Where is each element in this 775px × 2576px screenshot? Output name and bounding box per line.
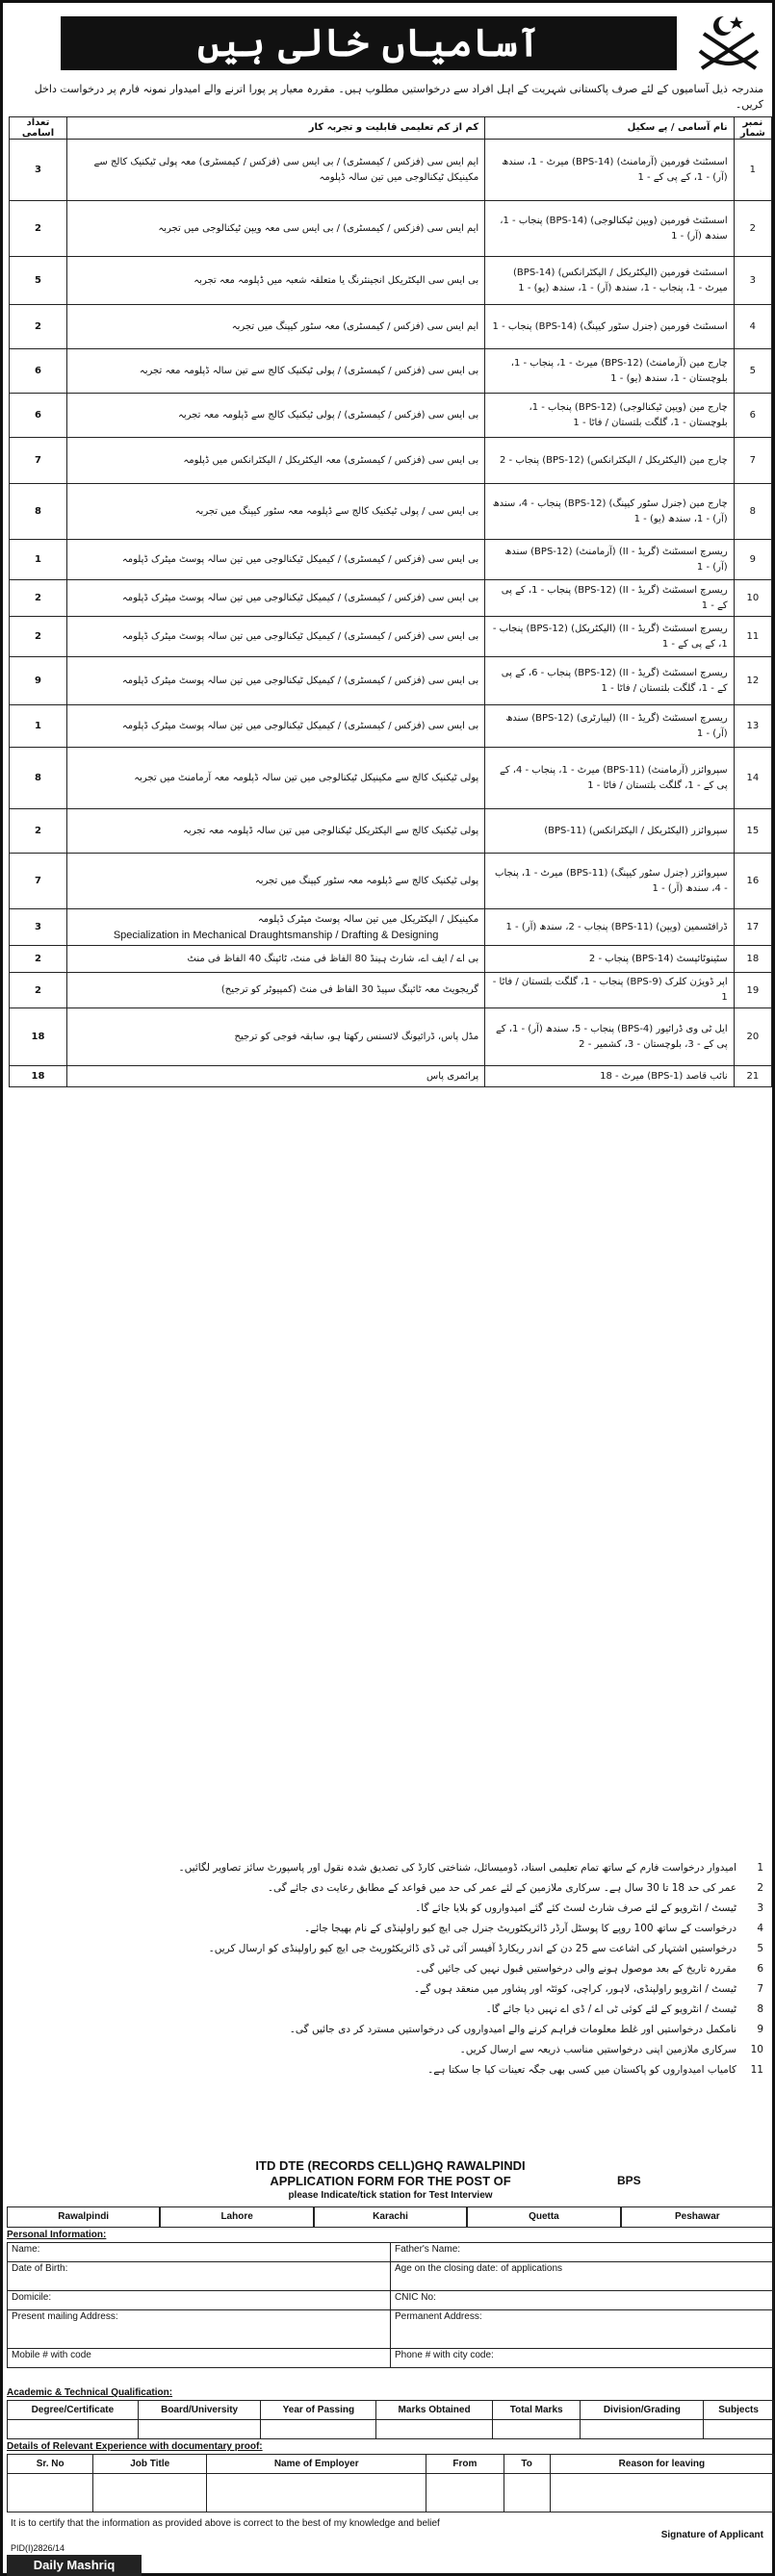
note-number: 5 bbox=[757, 1943, 763, 1954]
vacancy-count: 7 bbox=[10, 854, 67, 909]
experience-column-header: Name of Employer bbox=[207, 2455, 426, 2474]
note-text: ٹیسٹ / انٹرویو کے لئے صرف شارٹ لسٹ کئے گئے امیدواروں کو بلایا جائے گا۔ bbox=[415, 1902, 736, 1914]
vacancies-table bbox=[9, 116, 772, 1087]
note-text: ٹیسٹ / انٹرویو راولپنڈی، لاہور، کراچی، کوئٹہ اور پشاور میں منعقد ہوں گے۔ bbox=[413, 1983, 736, 1995]
note-item bbox=[16, 1878, 763, 1899]
station-instruction: please Indicate/tick station for Test Interview bbox=[288, 2190, 493, 2201]
father-name-field[interactable]: Father's Name: bbox=[391, 2243, 774, 2262]
table-row bbox=[10, 257, 772, 305]
post-name-cell: ریسرچ اسسٹنٹ (گریڈ - II) (BPS-12) پنجاب - 6، کے پی کے - 1، گلگت بلتستان / فاٹا - 1 bbox=[485, 657, 734, 705]
note-number: 6 bbox=[757, 1963, 763, 1975]
qualification-cell bbox=[66, 657, 484, 705]
note-number: 1 bbox=[757, 1862, 763, 1874]
vacancy-count: 3 bbox=[10, 909, 67, 946]
personal-info-form bbox=[7, 2242, 774, 2368]
post-name-cell: چارج مین (آرمامنٹ) (BPS-12) میرٹ - 1، پنجاب - 1، بلوچستان - 1، سندھ (یو) - 1 bbox=[485, 349, 734, 394]
table-header-row bbox=[10, 117, 772, 140]
post-name-cell: ایل ٹی وی ڈرائیور (BPS-4) پنجاب - 5، سندھ (آر) - 1، کے پی کے - 3، بلوچستان - 3، کشمیر - 2 bbox=[485, 1008, 734, 1066]
qualification-text: پولی ٹیکنیک کالج سے الیکٹریکل ٹیکنالوجی میں تین سالہ ڈپلومہ معہ تجربہ bbox=[183, 825, 479, 836]
serial-number: 3 bbox=[734, 257, 771, 305]
vacancy-count: 6 bbox=[10, 394, 67, 438]
note-number: 7 bbox=[757, 1983, 763, 1995]
domicile-field[interactable]: Domicile: bbox=[8, 2291, 391, 2310]
table-row bbox=[10, 657, 772, 705]
application-title: APPLICATION FORM FOR THE POST OF bbox=[270, 2174, 511, 2188]
note-number: 4 bbox=[757, 1923, 763, 1934]
centre-peshawar[interactable]: Peshawar bbox=[621, 2206, 774, 2228]
dob-field[interactable]: Date of Birth: bbox=[8, 2262, 391, 2291]
qualification-text: بی ایس سی الیکٹریکل انجینئرنگ یا متعلقہ شعبہ میں ڈپلومہ معہ تجربہ bbox=[194, 274, 479, 286]
vacancy-count: 1 bbox=[10, 705, 67, 748]
post-name-cell: سپروائزر (آرمامنٹ) (BPS-11) میرٹ - 1، پنجاب - 4، کے پی کے - 1، گلگت بلتستان / فاٹا - 1 bbox=[485, 748, 734, 809]
note-number: 9 bbox=[757, 2024, 763, 2035]
table-row bbox=[10, 946, 772, 973]
experience-label: Details of Relevant Experience with documentary proof: bbox=[7, 2441, 263, 2452]
experience-table bbox=[7, 2454, 774, 2512]
notes-list bbox=[16, 1858, 763, 2156]
post-name-cell: اسسٹنٹ فورمین (آرمامنٹ) (BPS-14) میرٹ - 1، سندھ (آر) - 1، کے پی کے - 1 bbox=[485, 140, 734, 201]
qualification-cell bbox=[66, 540, 484, 580]
table-row bbox=[10, 748, 772, 809]
serial-number: 15 bbox=[734, 809, 771, 854]
qualification-text: مکینیکل / الیکٹریکل میں تین سالہ پوسٹ میٹرک ڈپلومہ bbox=[257, 913, 479, 925]
qualification-cell bbox=[66, 394, 484, 438]
note-text: امیدوار درخواست فارم کے ساتھ تمام تعلیمی اسناد، ڈومیسائل، شناختی کارڈ کی تصدیق شدہ نقول اور پاسپورٹ سائز تصاویر لگائیں۔ bbox=[178, 1862, 736, 1874]
table-row bbox=[10, 617, 772, 657]
qualification-cell bbox=[66, 809, 484, 854]
serial-number: 5 bbox=[734, 349, 771, 394]
phone-field[interactable]: Phone # with city code: bbox=[391, 2349, 774, 2368]
certification bbox=[11, 2518, 771, 2540]
qualification-text: بی ایس سی (فزکس / کیمسٹری) / کیمیکل ٹیکنالوجی میں تین سالہ پوسٹ میٹرک ڈپلومہ bbox=[121, 720, 479, 731]
academic-column-header: Marks Obtained bbox=[376, 2401, 493, 2420]
qualification-text: پولی ٹیکنیک کالج سے مکینیکل ٹیکنالوجی میں تین سالہ ڈپلومہ معہ آرمامنٹ میں تجربہ bbox=[134, 772, 479, 783]
army-emblem-icon bbox=[694, 13, 763, 74]
qualification-text: ایم ایس سی (فزکس / کیمسٹری) معہ سٹور کیپنگ میں تجربہ bbox=[231, 320, 479, 332]
signature-label: Signature of Applicant bbox=[660, 2530, 763, 2540]
serial-number: 21 bbox=[734, 1066, 771, 1087]
vacancy-count: 2 bbox=[10, 617, 67, 657]
centre-rawalpindi[interactable]: Rawalpindi bbox=[7, 2206, 160, 2228]
header-post: نام آسامی / پے سکیل bbox=[485, 117, 734, 140]
qualification-text: بی ایس سی (فزکس / کیمسٹری) / پولی ٹیکنیک کالج سے ڈپلومہ معہ تجربہ bbox=[177, 409, 479, 421]
serial-number: 6 bbox=[734, 394, 771, 438]
post-name-cell: ریسرچ اسسٹنٹ (گریڈ - II) (الیکٹریکل) (BPS-12) پنجاب - 1، کے پی کے - 1 bbox=[485, 617, 734, 657]
post-name-cell: ڈرافٹسمین (ویپن) (BPS-11) پنجاب - 2، سندھ (آر) - 1 bbox=[485, 909, 734, 946]
note-item bbox=[16, 1939, 763, 1959]
note-text: ٹیسٹ / انٹرویو کے لئے کوئی ٹی اے / ڈی اے نہیں دیا جائے گا۔ bbox=[485, 2003, 736, 2015]
note-item bbox=[16, 2060, 763, 2080]
note-number: 10 bbox=[750, 2044, 763, 2055]
post-name-cell: اسسٹنٹ فورمین (الیکٹریکل / الیکٹرانکس) (BPS-14) میرٹ - 1، پنجاب - 1، سندھ (آر) - 1، سندھ (یو) - 1 bbox=[485, 257, 734, 305]
table-row bbox=[10, 1066, 772, 1087]
mobile-field[interactable]: Mobile # with code bbox=[8, 2349, 391, 2368]
table-row bbox=[10, 809, 772, 854]
table-row bbox=[10, 394, 772, 438]
post-name-cell: اسسٹنٹ فورمین (جنرل سٹور کیپنگ) (BPS-14) پنجاب - 1 bbox=[485, 305, 734, 349]
table-row bbox=[10, 484, 772, 540]
qualification-cell bbox=[66, 349, 484, 394]
note-text: کامیاب امیدواروں کو پاکستان میں کسی بھی جگہ تعینات کیا جا سکتا ہے۔ bbox=[427, 2064, 736, 2076]
serial-number: 10 bbox=[734, 580, 771, 617]
serial-number: 1 bbox=[734, 140, 771, 201]
qualification-cell bbox=[66, 438, 484, 484]
vacancy-count: 2 bbox=[10, 946, 67, 973]
experience-column-header: From bbox=[426, 2455, 504, 2474]
experience-header-row bbox=[8, 2455, 774, 2474]
vacancy-count: 2 bbox=[10, 809, 67, 854]
serial-number: 9 bbox=[734, 540, 771, 580]
qualification-text: بی ایس سی (فزکس / کیمسٹری) / کیمیکل ٹیکنالوجی میں تین سالہ پوسٹ میٹرک ڈپلومہ bbox=[121, 553, 479, 565]
qualification-text: بی ایس سی (فزکس / کیمسٹری) / کیمیکل ٹیکنالوجی میں تین سالہ پوسٹ میٹرک ڈپلومہ bbox=[121, 630, 479, 642]
note-item bbox=[16, 2040, 763, 2060]
vacancy-count: 2 bbox=[10, 973, 67, 1008]
academic-header-row bbox=[8, 2401, 774, 2420]
vacancies-banner bbox=[61, 16, 677, 70]
banner-title: آسامیاں خالی ہیں bbox=[197, 20, 540, 65]
qualification-cell bbox=[66, 257, 484, 305]
post-name-cell: چارج مین (ویپن ٹیکنالوجی) (BPS-12) پنجاب - 1، بلوچستان - 1، گلگت بلتستان / فاٹا - 1 bbox=[485, 394, 734, 438]
vacancy-count: 18 bbox=[10, 1008, 67, 1066]
vacancy-count: 2 bbox=[10, 580, 67, 617]
org-line: ITD DTE (RECORDS CELL)GHQ RAWALPINDI bbox=[255, 2158, 526, 2173]
serial-number: 16 bbox=[734, 854, 771, 909]
vacancies-body bbox=[10, 140, 772, 1087]
test-centres bbox=[7, 2206, 774, 2228]
experience-empty-row[interactable] bbox=[8, 2474, 774, 2512]
centre-lahore[interactable]: Lahore bbox=[160, 2206, 313, 2228]
header-requirements: کم از کم تعلیمی قابلیت و تجربہ کار bbox=[66, 117, 484, 140]
qualification-cell bbox=[66, 748, 484, 809]
qualification-text: پرائمری پاس bbox=[426, 1070, 479, 1082]
vacancy-count: 5 bbox=[10, 257, 67, 305]
experience-column-header: Job Title bbox=[93, 2455, 207, 2474]
qualification-text: مڈل پاس، ڈرائیونگ لائسنس رکھتا ہو، سابقہ فوجی کو ترجیح bbox=[234, 1031, 479, 1042]
note-text: مقررہ تاریخ کے بعد موصول ہونے والی درخواستیں قبول نہیں کی جائیں گی۔ bbox=[415, 1963, 736, 1975]
vacancy-count: 8 bbox=[10, 748, 67, 809]
note-item bbox=[16, 1979, 763, 2000]
table-row bbox=[10, 1008, 772, 1066]
serial-number: 7 bbox=[734, 438, 771, 484]
note-text: نامکمل درخواستیں اور غلط معلومات فراہم کرنے والے امیدواروں کی درخواستیں مسترد کر دی جائیں گی۔ bbox=[289, 2024, 736, 2035]
serial-number: 4 bbox=[734, 305, 771, 349]
post-name-cell: اپر ڈویژن کلرک (BPS-9) پنجاب - 1، گلگت بلتستان / فاٹا - 1 bbox=[485, 973, 734, 1008]
vacancy-count: 8 bbox=[10, 484, 67, 540]
academic-column-header: Subjects bbox=[704, 2401, 774, 2420]
age-closing-field[interactable]: Age on the closing date: of applications bbox=[391, 2262, 774, 2291]
name-field[interactable]: Name: bbox=[8, 2243, 391, 2262]
post-name-cell: سپروائزر (الیکٹریکل / الیکٹرانکس) (BPS-11) bbox=[485, 809, 734, 854]
centre-quetta[interactable]: Quetta bbox=[467, 2206, 620, 2228]
serial-number: 13 bbox=[734, 705, 771, 748]
header-serial: نمبر شمار bbox=[734, 117, 771, 140]
note-text: درخواستیں اشتہار کی اشاعت سے 25 دن کے اندر ریکارڈ آفیسر آئی ٹی ڈی ڈائریکٹوریٹ جی ایچ کیو راولپنڈی کو ارسال کریں۔ bbox=[208, 1943, 736, 1954]
qualification-text: پولی ٹیکنیک کالج سے ڈپلومہ معہ سٹور کیپنگ میں تجربہ bbox=[254, 875, 479, 886]
qualification-text: بی ایس سی (فزکس / کیمسٹری) معہ الیکٹریکل / الیکٹرانکس میں ڈپلومہ bbox=[183, 454, 479, 466]
post-name-cell: چارج مین (الیکٹریکل / الیکٹرانکس) (BPS-12) پنجاب - 2 bbox=[485, 438, 734, 484]
academic-column-header: Degree/Certificate bbox=[8, 2401, 139, 2420]
table-row bbox=[10, 540, 772, 580]
vacancy-count: 9 bbox=[10, 657, 67, 705]
vacancy-count: 6 bbox=[10, 349, 67, 394]
academic-table bbox=[7, 2400, 774, 2439]
pid-code: PID(I)2826/14 bbox=[11, 2543, 65, 2553]
note-number: 3 bbox=[757, 1902, 763, 1914]
qualification-cell bbox=[66, 705, 484, 748]
vacancy-count: 3 bbox=[10, 140, 67, 201]
post-name-cell: ریسرچ اسسٹنٹ (گریڈ - II) (آرمامنٹ) (BPS-12) سندھ (آر) - 1 bbox=[485, 540, 734, 580]
table-row bbox=[10, 854, 772, 909]
academic-column-header: Board/University bbox=[138, 2401, 261, 2420]
qualification-cell bbox=[66, 854, 484, 909]
note-item bbox=[16, 1858, 763, 1878]
note-number: 8 bbox=[757, 2003, 763, 2015]
qualification-text: بی ایس سی (فزکس / کیمسٹری) / کیمیکل ٹیکنالوجی میں تین سالہ پوسٹ میٹرک ڈپلومہ bbox=[121, 592, 479, 603]
serial-number: 11 bbox=[734, 617, 771, 657]
academic-empty-row[interactable] bbox=[8, 2420, 774, 2439]
qualification-cell bbox=[66, 617, 484, 657]
cnic-field[interactable]: CNIC No: bbox=[391, 2291, 774, 2310]
centre-karachi[interactable]: Karachi bbox=[314, 2206, 467, 2228]
newspaper-name: Daily Mashriq bbox=[7, 2555, 142, 2576]
experience-column-header: Sr. No bbox=[8, 2455, 93, 2474]
post-name-cell: اسسٹنٹ فورمین (ویپن ٹیکنالوجی) (BPS-14) پنجاب - 1، سندھ (آر) - 1 bbox=[485, 201, 734, 257]
qualification-text: ایم ایس سی (فزکس / کیمسٹری) / بی ایس سی معہ ویپن ٹیکنالوجی میں تجربہ bbox=[158, 222, 479, 234]
note-item bbox=[16, 2020, 763, 2040]
bps-label: BPS bbox=[617, 2174, 641, 2187]
experience-column-header: Reason for leaving bbox=[550, 2455, 773, 2474]
qualification-text: گریجویٹ معہ ٹائپنگ سپیڈ 30 الفاظ فی منٹ (کمپیوٹر کو ترجیح) bbox=[220, 984, 479, 995]
post-name-cell: سپروائزر (جنرل سٹور کیپنگ) (BPS-11) میرٹ - 1، پنجاب - 4، سندھ (آر) - 1 bbox=[485, 854, 734, 909]
permanent-address-field[interactable]: Permanent Address: bbox=[391, 2310, 774, 2349]
vacancy-count: 7 bbox=[10, 438, 67, 484]
qualification-cell bbox=[66, 140, 484, 201]
vacancy-count: 2 bbox=[10, 201, 67, 257]
serial-number: 14 bbox=[734, 748, 771, 809]
qualification-cell bbox=[66, 484, 484, 540]
post-name-cell: ریسرچ اسسٹنٹ (گریڈ - II) (لیبارٹری) (BPS-12) سندھ (آر) - 1 bbox=[485, 705, 734, 748]
qualification-cell bbox=[66, 580, 484, 617]
post-name-cell: چارج مین (جنرل سٹور کیپنگ) (BPS-12) پنجاب - 4، سندھ (آر) - 1، سندھ (یو) - 1 bbox=[485, 484, 734, 540]
intro-text: مندرجہ ذیل آسامیوں کے لئے صرف پاکستانی شہریت کے اہل افراد سے درخواستیں مطلوب ہیں۔ مقررہ معیار پر پورا اترنے والے امیدوار نمونہ فارم پر درخواست داخل کریں۔ bbox=[34, 83, 763, 111]
table-row bbox=[10, 349, 772, 394]
serial-number: 18 bbox=[734, 946, 771, 973]
qualification-text: بی ایس سی (فزکس / کیمسٹری) / کیمیکل ٹیکنالوجی میں تین سالہ پوسٹ میٹرک ڈپلومہ bbox=[121, 675, 479, 686]
experience-column-header: To bbox=[504, 2455, 550, 2474]
qualification-cell bbox=[66, 201, 484, 257]
qualification-text: بی اے / ایف اے، شارٹ ہینڈ 80 الفاظ فی منٹ، ٹائپنگ 40 الفاظ فی منٹ bbox=[187, 953, 479, 964]
academic-column-header: Year of Passing bbox=[261, 2401, 376, 2420]
serial-number: 2 bbox=[734, 201, 771, 257]
serial-number: 8 bbox=[734, 484, 771, 540]
note-text: سرکاری ملازمین اپنی درخواستیں مناسب ذریعہ سے ارسال کریں۔ bbox=[459, 2044, 736, 2055]
note-item bbox=[16, 1959, 763, 1979]
serial-number: 12 bbox=[734, 657, 771, 705]
serial-number: 17 bbox=[734, 909, 771, 946]
serial-number: 19 bbox=[734, 973, 771, 1008]
certify-text: It is to certify that the information as provided above is correct to the best of my knowledge and belief bbox=[11, 2518, 440, 2529]
application-header bbox=[3, 2158, 775, 2203]
table-row bbox=[10, 438, 772, 484]
present-address-field[interactable]: Present mailing Address: bbox=[8, 2310, 391, 2349]
table-row bbox=[10, 909, 772, 946]
qualification-cell bbox=[66, 1008, 484, 1066]
table-row bbox=[10, 201, 772, 257]
vacancy-count: 1 bbox=[10, 540, 67, 580]
academic-column-header: Total Marks bbox=[492, 2401, 581, 2420]
note-text: عمر کی حد 18 تا 30 سال ہے۔ سرکاری ملازمین کے لئے عمر کی حد میں قواعد کے مطابق رعایت دی جائے گی۔ bbox=[267, 1882, 736, 1894]
note-item bbox=[16, 1919, 763, 1939]
post-name-cell: نائب قاصد (BPS-1) میرٹ - 18 bbox=[485, 1066, 734, 1087]
academic-label: Academic & Technical Qualification: bbox=[7, 2387, 173, 2398]
note-item bbox=[16, 2000, 763, 2020]
table-row bbox=[10, 305, 772, 349]
note-number: 2 bbox=[757, 1882, 763, 1894]
table-row bbox=[10, 705, 772, 748]
qualification-text: بی ایس سی (فزکس / کیمسٹری) / پولی ٹیکنیک کالج سے تین سالہ ڈپلومہ معہ تجربہ bbox=[139, 365, 479, 376]
vacancy-count: 2 bbox=[10, 305, 67, 349]
table-row bbox=[10, 973, 772, 1008]
post-name-cell: ریسرچ اسسٹنٹ (گریڈ - II) (BPS-12) پنجاب - 1، کے پی کے - 1 bbox=[485, 580, 734, 617]
qualification-cell bbox=[66, 305, 484, 349]
qualification-text: بی ایس سی / پولی ٹیکنیک کالج سے ڈپلومہ معہ سٹور کیپنگ میں تجربہ bbox=[194, 505, 479, 517]
serial-number: 20 bbox=[734, 1008, 771, 1066]
academic-column-header: Division/Grading bbox=[581, 2401, 704, 2420]
vacancy-count: 18 bbox=[10, 1066, 67, 1087]
header-quantity: تعداد اسامی bbox=[10, 117, 67, 140]
table-row bbox=[10, 580, 772, 617]
qualification-cell bbox=[66, 946, 484, 973]
table-row bbox=[10, 140, 772, 201]
qualification-english-text: Specialization in Mechanical Draughtsmanship / Drafting & Designing bbox=[113, 929, 439, 941]
note-text: درخواست کے ساتھ 100 روپے کا پوسٹل آرڈر ڈائریکٹوریٹ جنرل جی ایچ کیو راولپنڈی کے نام بھیجا جائے۔ bbox=[304, 1923, 736, 1934]
qualification-cell bbox=[66, 909, 484, 946]
qualification-cell bbox=[66, 1066, 484, 1087]
qualification-cell bbox=[66, 973, 484, 1008]
note-number: 11 bbox=[750, 2064, 763, 2076]
qualification-text: ایم ایس سی (فزکس / کیمسٹری) / بی ایس سی (فزکس / کیمسٹری) معہ پولی ٹیکنیک کالج سے مکینیکل ٹیکنالوجی میں تین سالہ ڈپلومہ bbox=[93, 156, 479, 183]
personal-info-label: Personal Information: bbox=[7, 2230, 107, 2240]
post-name-cell: سٹینوٹائپسٹ (BPS-14) پنجاب - 2 bbox=[485, 946, 734, 973]
note-item bbox=[16, 1899, 763, 1919]
